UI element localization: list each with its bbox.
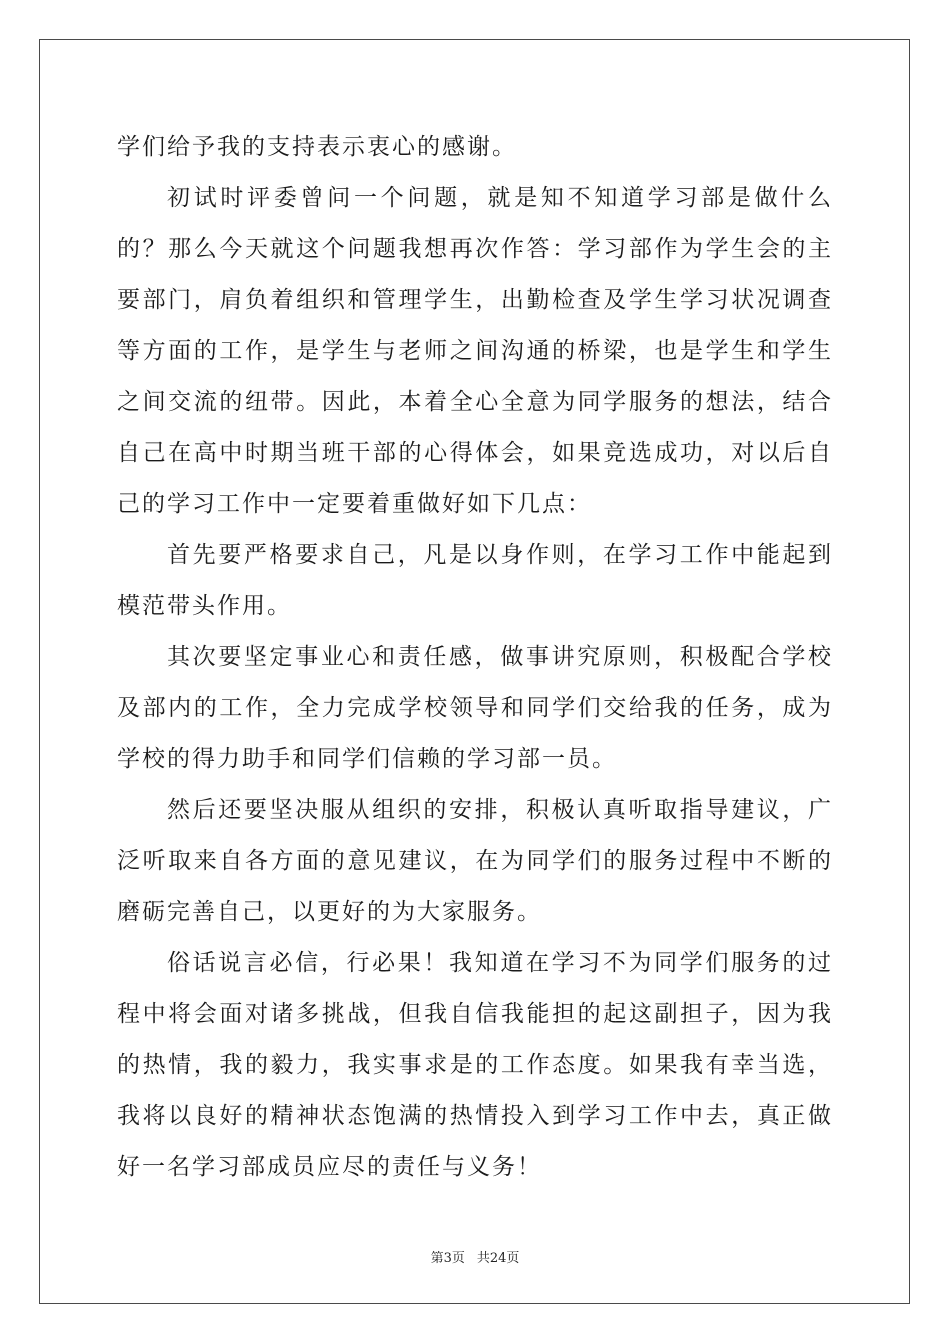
document-body xyxy=(117,122,833,1193)
paragraph: 然后还要坚决服从组织的安排，积极认真听取指导建议，广泛听取来自各方面的意见建议，在为同学们的服务过程中不断的磨砺完善自己，以更好的为大家服务。 xyxy=(117,797,833,925)
page-total: 共24页 xyxy=(476,1251,520,1266)
paragraph: 其次要坚定事业心和责任感，做事讲究原则，积极配合学校及部内的工作，全力完成学校领导和同学们交给我的任务，成为学校的得力助手和同学们信赖的学习部一员。 xyxy=(117,644,833,772)
paragraph: 俗话说言必信，行必果！我知道在学习不为同学们服务的过程中将会面对诸多挑战，但我自信我能担的起这副担子，因为我的热情，我的毅力，我实事求是的工作态度。如果我有幸当选，我将以良好的精神状态饱满的热情投入到学习工作中去，真正做好一名学习部成员应尽的责任与义务！ xyxy=(117,950,833,1180)
page-number: 第3页 xyxy=(430,1251,465,1266)
page-footer xyxy=(0,1247,950,1266)
paragraph: 学们给予我的支持表示衷心的感谢。 xyxy=(117,134,517,160)
paragraph: 初试时评委曾问一个问题，就是知不知道学习部是做什么的？那么今天就这个问题我想再次作答：学习部作为学生会的主要部门，肩负着组织和管理学生，出勤检查及学生学习状况调查等方面的工作，是学生与老师之间沟通的桥梁，也是学生和学生之间交流的纽带。因此，本着全心全意为同学服务的想法，结合自己在高中时期当班干部的心得体会，如果竞选成功，对以后自己的学习工作中一定要着重做好如下几点： xyxy=(117,185,833,517)
paragraph: 首先要严格要求自己，凡是以身作则，在学习工作中能起到模范带头作用。 xyxy=(117,542,833,619)
